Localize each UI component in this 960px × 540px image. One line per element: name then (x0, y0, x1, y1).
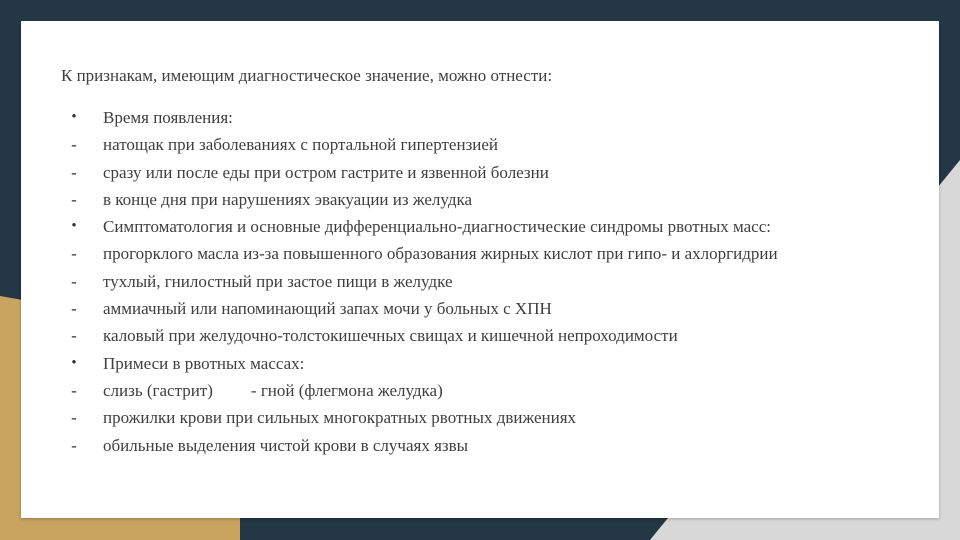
list-item-text: тухлый, гнилостный при застое пищи в желудке (103, 271, 453, 291)
list-item-text: слизь (гастрит) (103, 380, 213, 400)
bullet-marker: • (71, 354, 77, 371)
list-item (65, 268, 778, 295)
list-item-text-secondary: - гной (флегмона желудка) (250, 380, 443, 400)
slide-card (21, 21, 939, 518)
list-item (65, 295, 778, 322)
bullet-marker: • (71, 109, 77, 125)
list-item (65, 131, 778, 158)
list-item (65, 432, 778, 459)
dash-marker: - (71, 244, 77, 264)
list-item-text: прожилки крови при сильных многократных рвотных движениях (103, 408, 577, 428)
list-item-text: обильные выделения чистой крови в случаях язвы (103, 435, 469, 455)
dash-marker: - (71, 326, 77, 346)
list-item (65, 159, 778, 186)
list-item (65, 186, 778, 213)
dash-marker: - (71, 271, 77, 291)
dash-marker: - (71, 435, 77, 455)
list-item (65, 350, 778, 377)
list-item (65, 377, 778, 404)
intro-text: К признакам, имеющим диагностическое значение, можно отнести: (61, 66, 553, 85)
list-item-text: Симптоматология и основные дифференциально-диагностические синдромы рвотных масс: (103, 217, 771, 237)
list-item (65, 322, 778, 349)
dash-marker: - (71, 189, 77, 209)
list-item (65, 240, 778, 267)
list-item (65, 104, 778, 131)
list-item (65, 213, 778, 240)
list-item-text: Примеси в рвотных массах: (103, 353, 305, 373)
dash-marker: - (71, 135, 77, 155)
bullet-marker: • (71, 218, 77, 235)
list-item-text: Время появления: (103, 108, 233, 127)
criteria-list (65, 104, 778, 459)
dash-marker: - (71, 162, 77, 182)
list-item-text: сразу или после еды при остром гастрите и язвенной болезни (103, 162, 549, 182)
list-item-text: прогорклого масла из-за повышенного образования жирных кислот при гипо- и ахлоргидрии (103, 244, 778, 264)
list-item-text: в конце дня при нарушениях эвакуации из желудка (103, 189, 473, 209)
dash-marker: - (71, 408, 77, 428)
list-item-text: натощак при заболеваниях с портальной гипертензией (103, 135, 499, 155)
list-item (65, 404, 778, 431)
dash-marker: - (71, 380, 77, 400)
dash-marker: - (71, 299, 77, 319)
list-item-text: каловый при желудочно-толстокишечных свищах и кишечной непроходимости (103, 326, 678, 346)
list-item-text: аммиачный или напоминающий запах мочи у больных с ХПН (103, 299, 552, 319)
